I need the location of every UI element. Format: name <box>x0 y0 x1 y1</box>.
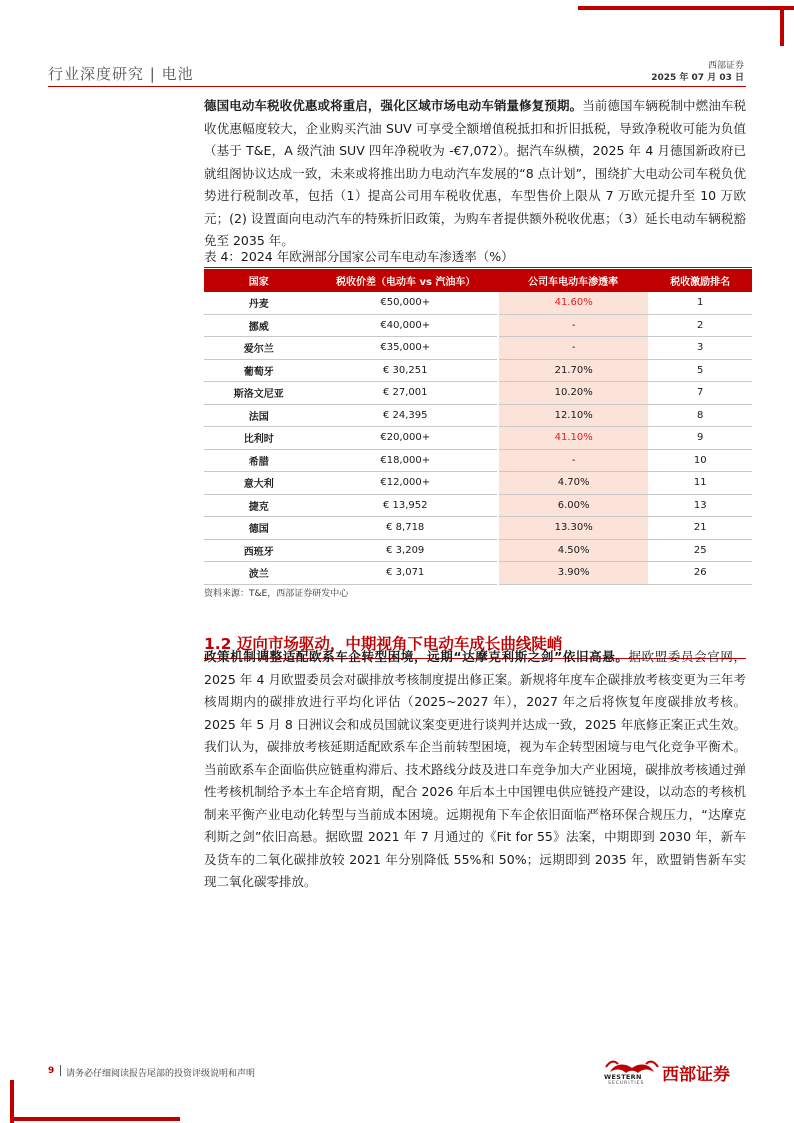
cell-country: 斯洛文尼亚 <box>204 382 314 405</box>
cell-country: 法国 <box>204 404 314 427</box>
report-category: 行业深度研究 | 电池 <box>48 65 194 83</box>
table-row <box>204 562 752 585</box>
table-row <box>204 292 752 314</box>
corner-decoration-top-vertical <box>780 6 784 46</box>
cell-rank: 11 <box>648 472 752 495</box>
cell-rank: 10 <box>648 449 752 472</box>
cell-penetration: - <box>498 314 648 337</box>
cell-penetration: 21.70% <box>498 359 648 382</box>
cell-tax-gap: € 13,952 <box>314 494 498 517</box>
paragraph-germany-tax <box>204 95 746 253</box>
cell-penetration: - <box>498 337 648 360</box>
cell-tax-gap: € 3,071 <box>314 562 498 585</box>
paragraph-body: 当前德国车辆税制中燃油车税收优惠幅度较大，企业购买汽油 SUV 可享受全额增值税抵扣和折旧抵税，导致净税收可能为负值（基于 T&E，A 级汽油 SUV 四年净税收为 -€7,072）。据汽车纵横，2025 年 4 月德国新政府已就组阁协议达成一致，未来或将推出助力电动汽车发展的“8 点计划”，围绕扩大电动公司车税负优势进行税制改革，包括（1）提高公司用车税收优惠，车型售价上限从 7 万欧元提升至 10 万欧元；(2) 设置面向电动汽车的特殊折旧政策，为购车者提供额外税收优惠；（3）延长电动车辆税豁免至 2035 年。 <box>204 98 746 248</box>
cell-penetration: 13.30% <box>498 517 648 540</box>
table-row <box>204 427 752 450</box>
footer-separator <box>60 1065 61 1076</box>
table-body <box>204 292 752 584</box>
table-row <box>204 539 752 562</box>
cell-rank: 25 <box>648 539 752 562</box>
logo-english: WESTERN <box>604 1073 642 1081</box>
cell-country: 葡萄牙 <box>204 359 314 382</box>
column-header-penetration: 公司车电动车渗透率 <box>498 269 648 292</box>
cell-penetration: 41.60% <box>498 292 648 314</box>
report-date: 2025 年 07 月 03 日 <box>651 73 744 83</box>
cell-penetration: 10.20% <box>498 382 648 405</box>
table-row <box>204 337 752 360</box>
cell-rank: 9 <box>648 427 752 450</box>
table-row <box>204 314 752 337</box>
column-header-country: 国家 <box>204 269 314 292</box>
paragraph-lead: 德国电动车税收优惠或将重启，强化区域市场电动车销量修复预期。 <box>204 98 583 113</box>
cell-rank: 21 <box>648 517 752 540</box>
logo-english-sub: SECURITIES <box>608 1081 645 1086</box>
column-header-tax-gap: 税收价差（电动车 vs 汽油车） <box>314 269 498 292</box>
cell-penetration: 3.90% <box>498 562 648 585</box>
table-top-rule <box>204 267 752 268</box>
cell-country: 波兰 <box>204 562 314 585</box>
paragraph-body: 据欧盟委员会官网，2025 年 4 月欧盟委员会对碳排放考核制度提出修正案。新规将年度车企碳排放考核变更为三年考核周期内的碳排放进行平均化评估（2025~2027 年），2027 年之后将恢复年度碳排放考核。2025 年 5 月 8 日洲议会和成员国就议案变更进行谈判并达成一致，2025 年底修正案正式生效。我们认为，碳排放考核延期适配欧系车企当前转型困境，视为车企转型困境与电气化竞争平衡术。当前欧系车企面临供应链重构滞后、技术路线分歧及进口车竞争加大产业困境，碳排放考核通过弹性考核机制给予本土车企培育期，配合 2026 年后本土中国锂电供应链投产建设，以动态的考核机制来平衡产业电动化转型与当前成本困境。远期视角下车企依旧面临严格环保合规压力，“达摩克利斯之剑”依旧高悬。据欧盟 2021 年 7 月通过的《Fit for 55》法案，中期即到 2030 年，新车及货车的二氧化碳排放较 2021 年分别降低 55%和 50%；远期即到 2035 年，欧盟销售新车实现二氧化碳零排放。 <box>204 649 746 889</box>
table-row <box>204 494 752 517</box>
cell-country: 比利时 <box>204 427 314 450</box>
cell-tax-gap: € 27,001 <box>314 382 498 405</box>
cell-tax-gap: €20,000+ <box>314 427 498 450</box>
cell-penetration: 4.50% <box>498 539 648 562</box>
header-company: 西部证券 <box>707 61 744 71</box>
table-row <box>204 382 752 405</box>
paragraph-eu-emissions <box>204 646 746 894</box>
cell-rank: 8 <box>648 404 752 427</box>
cell-rank: 2 <box>648 314 752 337</box>
disclaimer-notice: 请务必仔细阅读报告尾部的投资评级说明和声明 <box>66 1069 256 1079</box>
cell-penetration: 4.70% <box>498 472 648 495</box>
cell-rank: 7 <box>648 382 752 405</box>
cell-penetration: - <box>498 449 648 472</box>
cell-country: 德国 <box>204 517 314 540</box>
page-number: 9 <box>48 1066 55 1076</box>
cell-tax-gap: € 8,718 <box>314 517 498 540</box>
table-source: 资料来源：T&E，西部证券研发中心 <box>204 589 349 599</box>
cell-tax-gap: €12,000+ <box>314 472 498 495</box>
corner-decoration-bottom <box>10 1117 180 1121</box>
cell-country: 挪威 <box>204 314 314 337</box>
cell-rank: 3 <box>648 337 752 360</box>
cell-penetration: 12.10% <box>498 404 648 427</box>
cell-country: 希腊 <box>204 449 314 472</box>
cell-tax-gap: € 30,251 <box>314 359 498 382</box>
cell-rank: 1 <box>648 292 752 314</box>
cell-rank: 26 <box>648 562 752 585</box>
cell-penetration: 41.10% <box>498 427 648 450</box>
table-row <box>204 449 752 472</box>
cell-tax-gap: € 3,209 <box>314 539 498 562</box>
table-row <box>204 404 752 427</box>
paragraph-lead: 政策机制调整适配欧系车企转型困境，远期“达摩克利斯之剑”依旧高悬。 <box>204 649 629 664</box>
cell-tax-gap: €18,000+ <box>314 449 498 472</box>
section-title: 1.2 迈向市场驱动，中期视角下电动车成长曲线陡峭 <box>204 635 563 653</box>
cell-rank: 5 <box>648 359 752 382</box>
cell-tax-gap: €35,000+ <box>314 337 498 360</box>
header-divider <box>48 86 746 87</box>
table-row <box>204 472 752 495</box>
column-header-rank: 税收激励排名 <box>648 269 752 292</box>
table-caption: 表 4：2024 年欧洲部分国家公司车电动车渗透率（%） <box>204 249 514 264</box>
table-header-row <box>204 269 752 292</box>
cell-tax-gap: €40,000+ <box>314 314 498 337</box>
cell-tax-gap: €50,000+ <box>314 292 498 314</box>
cell-country: 丹麦 <box>204 292 314 314</box>
cell-country: 爱尔兰 <box>204 337 314 360</box>
logo-chinese: 西部证券 <box>662 1065 730 1085</box>
cell-country: 意大利 <box>204 472 314 495</box>
cell-rank: 13 <box>648 494 752 517</box>
table-row <box>204 359 752 382</box>
corner-decoration-top <box>578 6 794 10</box>
cell-tax-gap: € 24,395 <box>314 404 498 427</box>
cell-country: 捷克 <box>204 494 314 517</box>
penetration-table <box>204 269 752 585</box>
cell-country: 西班牙 <box>204 539 314 562</box>
table-row <box>204 517 752 540</box>
cell-penetration: 6.00% <box>498 494 648 517</box>
